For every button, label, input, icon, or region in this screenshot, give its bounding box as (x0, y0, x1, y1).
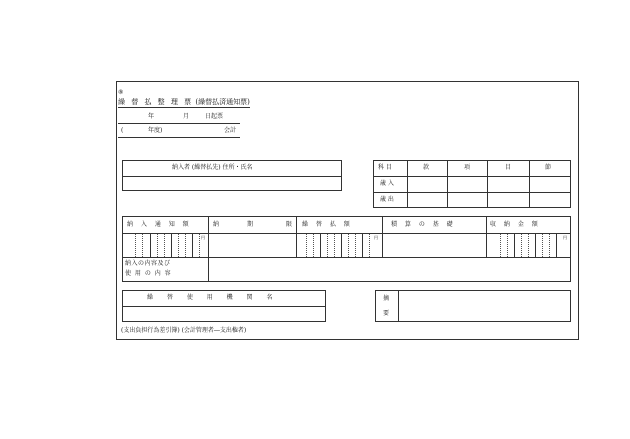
agency-label: 繰 替 使 用 機 関 名 (147, 294, 279, 301)
date-suffix: 日起票 (205, 113, 224, 120)
content-label-2: 使 用 の 内 容 (125, 270, 172, 277)
moku-label: 目 (505, 164, 512, 171)
kurikae-yen-unit: 円 (374, 235, 378, 240)
kurikae-amount-header: 繰 替 払 額 (302, 221, 353, 228)
payee-input[interactable] (123, 177, 341, 190)
kou-label: 項 (464, 164, 471, 171)
form-title-main: 繰 替 払 整 理 票 (118, 98, 194, 106)
fiscal-year-label: 年度) (148, 127, 163, 134)
agency-input[interactable] (123, 307, 325, 321)
content-label-1: 納入の内容及び (125, 260, 171, 267)
footer-note: (支出負担行為差引簿) (会計管理者―支出権者) (121, 327, 247, 334)
calc-basis-header: 積 算 の 基 礎 (391, 221, 456, 228)
notice-yen-unit: 円 (201, 235, 205, 240)
deadline-header-a: 納 (213, 221, 220, 228)
deadline-header-b: 期 (247, 221, 254, 228)
receipt-amount-header: 収 納 金 額 (490, 221, 541, 228)
setsu-label: 節 (545, 164, 552, 171)
kamoku-label: 科 目 (378, 164, 392, 171)
account-label: 会計 (224, 127, 237, 134)
date-month: 月 (183, 113, 190, 120)
kan-label: 款 (423, 164, 430, 171)
receipt-yen-unit: 円 (563, 235, 567, 240)
deadline-header-c: 限 (286, 221, 293, 228)
form-number-mark: ⑧ (118, 89, 124, 96)
category-table (373, 160, 571, 208)
form-title-paren: (繰替払済通知票) (195, 98, 250, 106)
remarks-label-1: 摘 (383, 295, 390, 302)
content-input[interactable] (209, 258, 570, 281)
payee-label: 納入者 (繰替払先) 住所・氏名 (172, 164, 253, 171)
saishutsu-label: 歳 出 (380, 196, 394, 203)
notice-amount-header: 納 入 通 知 額 (127, 221, 192, 228)
date-year: 年 (148, 113, 155, 120)
fiscal-year-open: ( (121, 127, 124, 134)
remarks-label-2: 要 (383, 310, 390, 317)
sainyu-label: 歳 入 (380, 180, 394, 187)
remarks-input[interactable] (399, 291, 570, 321)
